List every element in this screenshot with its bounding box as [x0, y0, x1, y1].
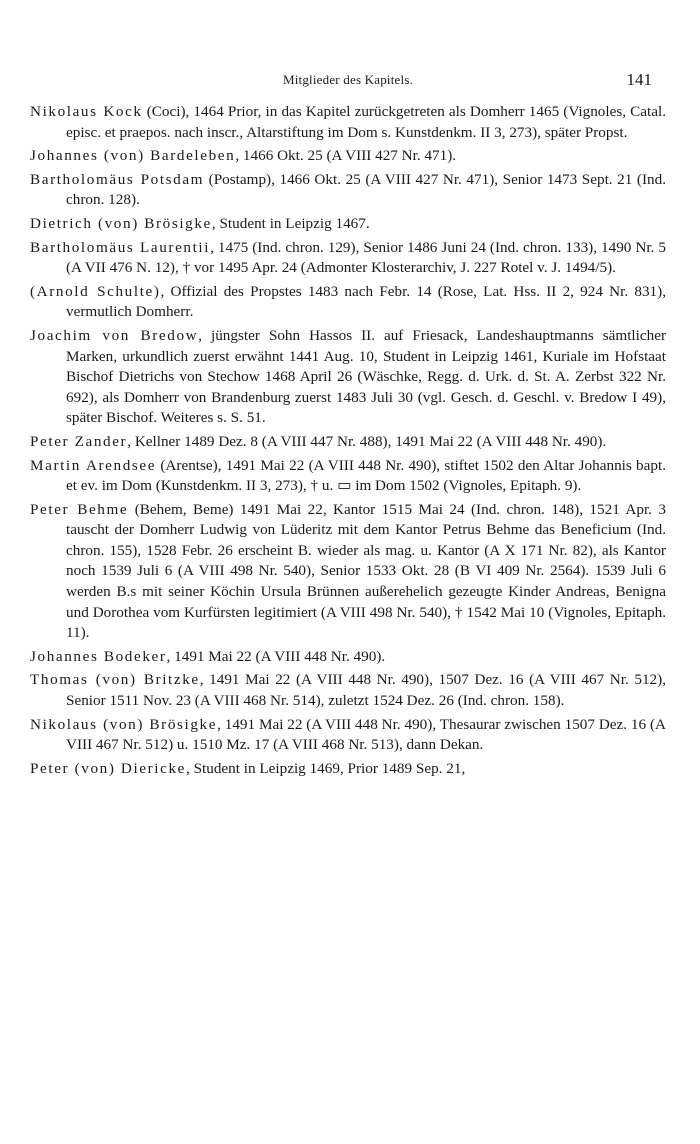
member-details: (Behem, Beme) 1491 Mai 22, Kantor 1515 Mai 24 (Ind. chron. 148), 1521 Apr. 3 tauscht der Domherr Ludwig von Lüderitz mit dem Kantor Petrus Behme das Beneficium (Ind. chron. 155), 1528 Febr. 26 erscheint B. wieder als mag. u. Kantor (A X 171 Nr. 82), als Kantor noch 1539 Juli 6 (A VIII 498 Nr. 540), Senior 1533 Okt. 28 (B VI 409 Nr. 2564). 1539 Juli 6 werden B.s mit seiner Köchin Ursula Brünnen außerehelich gezeugte Kinder Andreas, Benigna und Dorothea vom Kurfürsten legitimiert (A VIII 498 Nr. 540), † 1542 Mai 10 (Vignoles, Epitaph. 11). — [66, 500, 666, 642]
member-details: (Arentse), 1491 Mai 22 (A VIII 448 Nr. 490), stiftet 1502 den Altar Johannis bapt. et ev. im Dom (Kunstdenkm. II 3, 273), † u. ▭ im Dom 1502 (Vignoles, Epitaph. 9). — [66, 456, 667, 495]
member-details: (Postamp), 1466 Okt. 25 (A VIII 427 Nr. 471), Senior 1473 Sept. 21 (Ind. chron. 128). — [66, 170, 667, 209]
member-details: , 1491 Mai 22 (A VIII 448 Nr. 490), Thesaurar zwischen 1507 Dez. 16 (A VIII 467 Nr. 512) u. 1510 Mz. 17 (A VIII 468 Nr. 513), dann Dekan. — [66, 715, 666, 754]
member-details: , Kellner 1489 Dez. 8 (A VIII 447 Nr. 488), 1491 Mai 22 (A VIII 448 Nr. 490). — [127, 432, 607, 450]
member-entry — [30, 326, 666, 429]
member-entry — [30, 670, 666, 711]
page-number: 141 — [626, 70, 652, 89]
member-details: , 1475 (Ind. chron. 129), Senior 1486 Juni 24 (Ind. chron. 133), 1490 Nr. 5 (A VII 476 N. 12), † vor 1495 Apr. 24 (Admonter Klosterarchiv, J. 227 Rotel v. J. 1494/5). — [66, 238, 666, 277]
member-name: Martin Arendsee — [30, 456, 157, 474]
member-details: , 1491 Mai 22 (A VIII 448 Nr. 490), 1507 Dez. 16 (A VIII 467 Nr. 512), Senior 1511 Nov. 23 (A VIII 468 Nr. 514), zuletzt 1524 Dez. 26 (Ind. chron. 158). — [66, 671, 666, 710]
member-details: , Student in Leipzig 1467. — [211, 214, 370, 232]
member-name: Peter Zander — [30, 432, 128, 450]
member-details: (Coci), 1464 Prior, in das Kapitel zurückgetreten als Domherr 1465 (Vignoles, Catal. episc. et praepos. nach inscr., Altarstiftung im Dom s. Kunstdenkm. II 3, 273), später Propst. — [66, 103, 666, 141]
member-details: , Offizial des Propstes 1483 nach Febr. 14 (Rose, Lat. Hss. II 2, 924 Nr. 831), vermutlich Domherr. — [66, 282, 667, 321]
member-name: Nikolaus (von) Brösigke — [30, 715, 218, 733]
member-entry — [30, 500, 666, 644]
member-name: Joachim von Bredow — [30, 326, 199, 344]
member-details: , Student in Leipzig 1469, Prior 1489 Sep. 21, — [185, 759, 466, 777]
member-name: Bartholomäus Laurentii — [30, 238, 211, 256]
running-header — [30, 70, 666, 100]
member-entry — [30, 170, 666, 211]
member-entry — [30, 647, 666, 668]
member-name: (Arnold Schulte) — [30, 282, 161, 300]
running-title: Mitglieder des Kapitels. — [282, 72, 414, 87]
member-details: , 1491 Mai 22 (A VIII 448 Nr. 490). — [166, 647, 386, 665]
member-name: Dietrich (von) Brösigke — [30, 214, 212, 232]
member-entry — [30, 432, 666, 453]
member-name: Nikolaus Kock — [30, 103, 143, 120]
member-name: Bartholomäus Potsdam — [30, 170, 205, 188]
member-name: Johannes (von) Bardeleben — [30, 147, 236, 165]
member-name: Thomas (von) Britzke — [30, 671, 200, 689]
member-name: Peter Behme — [30, 500, 129, 518]
member-entry — [30, 759, 666, 780]
member-entry — [30, 102, 666, 143]
member-list — [30, 102, 666, 779]
member-entry — [30, 214, 666, 235]
member-details: , jüngster Sohn Hassos II. auf Friesack, Landeshauptmanns sämtlicher Marken, urkundlich zuerst erwähnt 1441 Aug. 10, Student in Leipzig 1461, Kuriale im Hofstaat Bischof Dietrichs von Stechow 1468 April 26 (Wäschke, Regg. d. Urk. d. St. A. Zerbst 322 Nr. 692), als Domherr von Brandenburg zuerst 1483 Juli 30 (vgl. Gesch. d. Geschl. v. Bredow I 49), später Bischof. Weiteres s. S. 51. — [66, 326, 667, 427]
member-entry — [30, 715, 666, 756]
member-entry — [30, 238, 666, 279]
member-entry — [30, 456, 666, 497]
member-entry — [30, 282, 666, 323]
member-entry — [30, 146, 666, 167]
member-name: Peter (von) Diericke — [30, 759, 186, 777]
member-name: Johannes Bodeker — [30, 647, 167, 665]
member-details: , 1466 Okt. 25 (A VIII 427 Nr. 471). — [235, 147, 457, 165]
